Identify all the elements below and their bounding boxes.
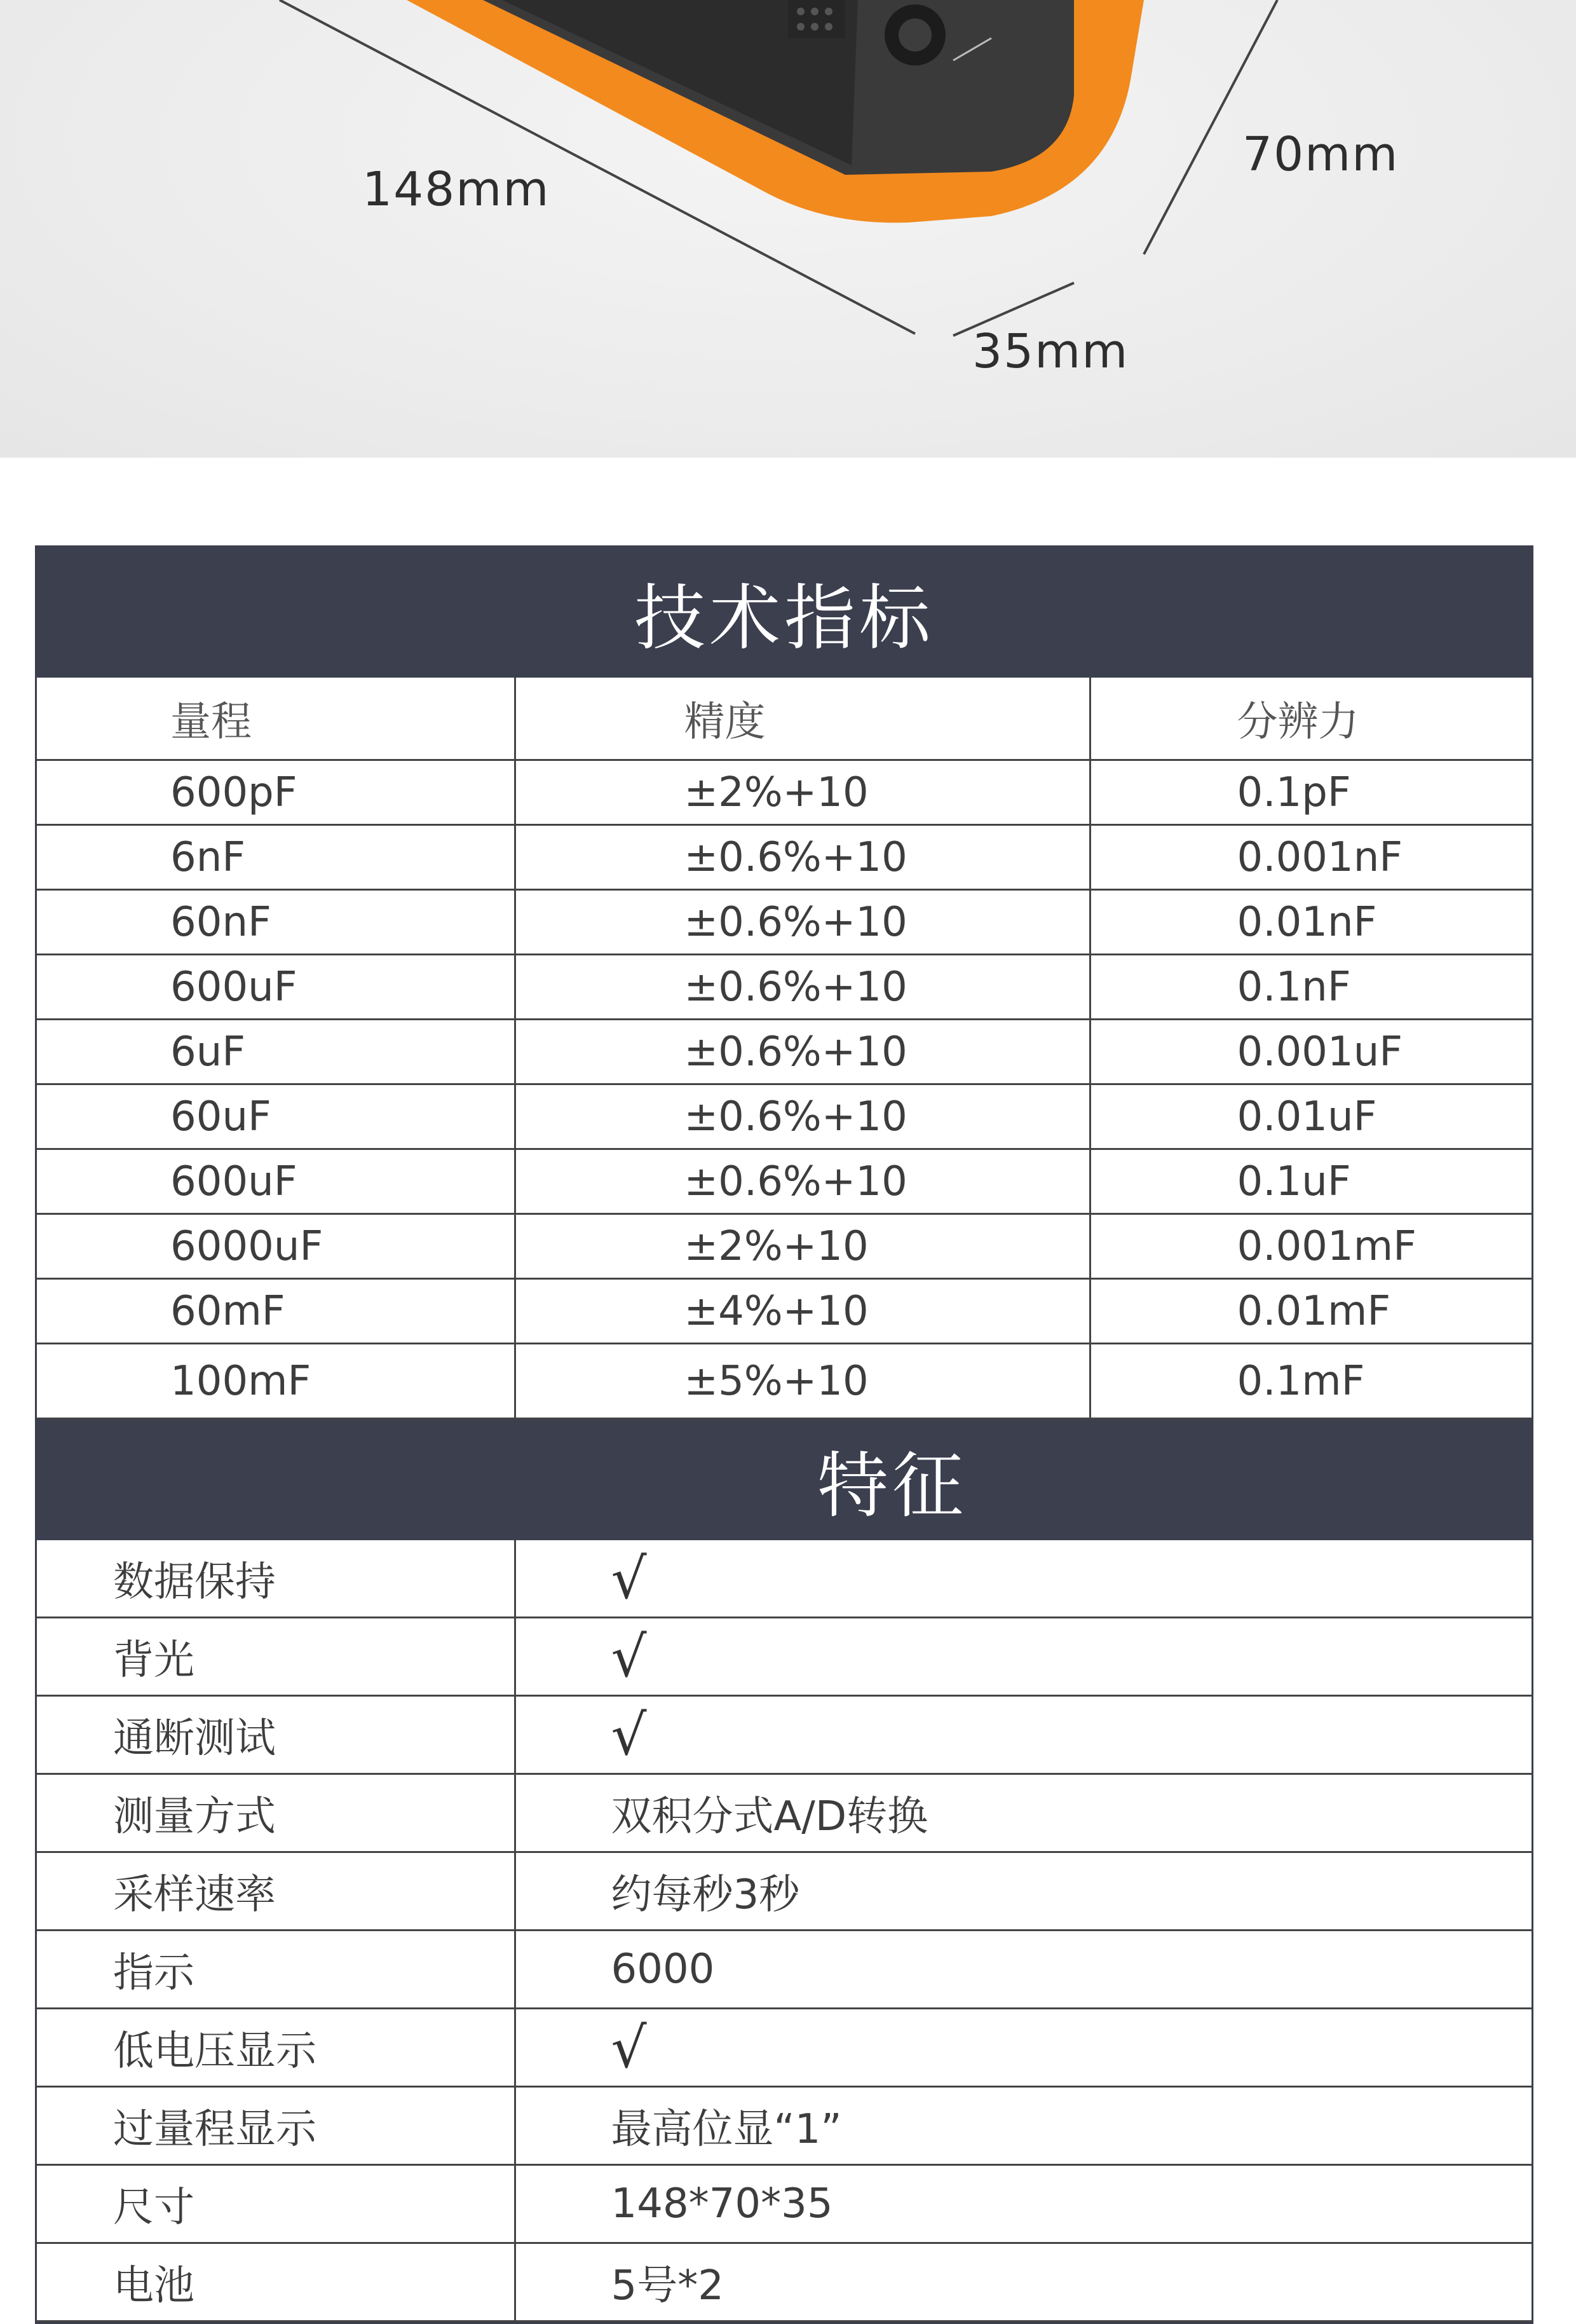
accuracy-cell: ±0.6%+10 (515, 1149, 1090, 1214)
accuracy-cell: ±0.6%+10 (515, 890, 1090, 955)
length-dimension-label: 148mm (362, 162, 550, 217)
table-row (37, 1931, 1532, 2009)
accuracy-cell: ±0.6%+10 (515, 955, 1090, 1020)
column-header: 精度 (515, 678, 1090, 760)
resolution-cell: 0.01nF (1090, 890, 1532, 955)
features-title: 特征 (817, 1444, 967, 1528)
feature-name: 过量程显示 (37, 2087, 515, 2165)
feature-value: 6000 (515, 1931, 1532, 2009)
spec-table (35, 545, 1533, 2324)
table-row (37, 2243, 1532, 2321)
spec-title-bar (37, 547, 1532, 678)
table-row (37, 1618, 1532, 1696)
table-row (37, 1149, 1532, 1214)
feature-value: 148*70*35 (515, 2165, 1532, 2243)
table-row (37, 890, 1532, 955)
table-row (37, 1279, 1532, 1344)
accuracy-cell: ±0.6%+10 (515, 1084, 1090, 1149)
accuracy-cell: ±2%+10 (515, 760, 1090, 825)
resolution-cell: 0.001nF (1090, 825, 1532, 890)
table-row (37, 1774, 1532, 1852)
range-cell: 600pF (37, 760, 515, 825)
range-cell: 600uF (37, 1149, 515, 1214)
range-cell: 6nF (37, 825, 515, 890)
features-title-bar (37, 1419, 1532, 1540)
depth-dimension-label: 35mm (972, 324, 1129, 379)
feature-value: 5号*2 (515, 2243, 1532, 2321)
table-row (37, 1540, 1532, 1618)
table-row (37, 2009, 1532, 2087)
feature-name: 数据保持 (37, 1540, 515, 1618)
range-cell: 6uF (37, 1020, 515, 1084)
table-row (37, 1852, 1532, 1931)
column-header: 量程 (37, 678, 515, 760)
range-cell: 60uF (37, 1084, 515, 1149)
feature-name: 低电压显示 (37, 2009, 515, 2087)
table-row (37, 955, 1532, 1020)
feature-name: 通断测试 (37, 1696, 515, 1774)
accuracy-cell: ±0.6%+10 (515, 825, 1090, 890)
range-cell: 60mF (37, 1279, 515, 1344)
accuracy-cell: ±2%+10 (515, 1214, 1090, 1279)
resolution-cell: 0.1pF (1090, 760, 1532, 825)
accuracy-cell: ±5%+10 (515, 1344, 1090, 1419)
feature-name: 指示 (37, 1931, 515, 2009)
feature-name: 背光 (37, 1618, 515, 1696)
range-cell: 6000uF (37, 1214, 515, 1279)
resolution-cell: 0.001uF (1090, 1020, 1532, 1084)
accuracy-cell: ±4%+10 (515, 1279, 1090, 1344)
spec-title: 技术指标 (634, 577, 934, 660)
table-header-row (37, 678, 1532, 760)
resolution-cell: 0.01uF (1090, 1084, 1532, 1149)
table-row (37, 1214, 1532, 1279)
product-photo (0, 0, 1576, 458)
feature-value: 双积分式A/D转换 (515, 1774, 1532, 1852)
feature-name: 采样速率 (37, 1852, 515, 1931)
accuracy-cell: ±0.6%+10 (515, 1020, 1090, 1084)
resolution-cell: 0.1mF (1090, 1344, 1532, 1419)
check-icon: √ (611, 1545, 647, 1611)
table-row (37, 1020, 1532, 1084)
table-row (37, 2165, 1532, 2243)
table-row (37, 1084, 1532, 1149)
feature-value: 约每秒3秒 (515, 1852, 1532, 1931)
table-row (37, 1696, 1532, 1774)
column-header: 分辨力 (1090, 678, 1532, 760)
resolution-cell: 0.01mF (1090, 1279, 1532, 1344)
height-dimension-label: 70mm (1242, 127, 1399, 182)
table-row (37, 1344, 1532, 1419)
feature-name: 测量方式 (37, 1774, 515, 1852)
range-cell: 100mF (37, 1344, 515, 1419)
feature-name: 尺寸 (37, 2165, 515, 2243)
features-table (37, 1540, 1532, 2322)
capacitance-table (37, 678, 1532, 1419)
table-row (37, 760, 1532, 825)
check-icon: √ (611, 2014, 647, 2081)
table-row (37, 2087, 1532, 2165)
check-icon: √ (611, 1702, 647, 1768)
feature-name: 电池 (37, 2243, 515, 2321)
resolution-cell: 0.1nF (1090, 955, 1532, 1020)
table-row (37, 825, 1532, 890)
feature-value: 最高位显“1” (515, 2087, 1532, 2165)
multimeter-illustration (0, 0, 1576, 458)
check-icon: √ (611, 1623, 647, 1690)
resolution-cell: 0.001mF (1090, 1214, 1532, 1279)
range-cell: 60nF (37, 890, 515, 955)
resolution-cell: 0.1uF (1090, 1149, 1532, 1214)
range-cell: 600uF (37, 955, 515, 1020)
